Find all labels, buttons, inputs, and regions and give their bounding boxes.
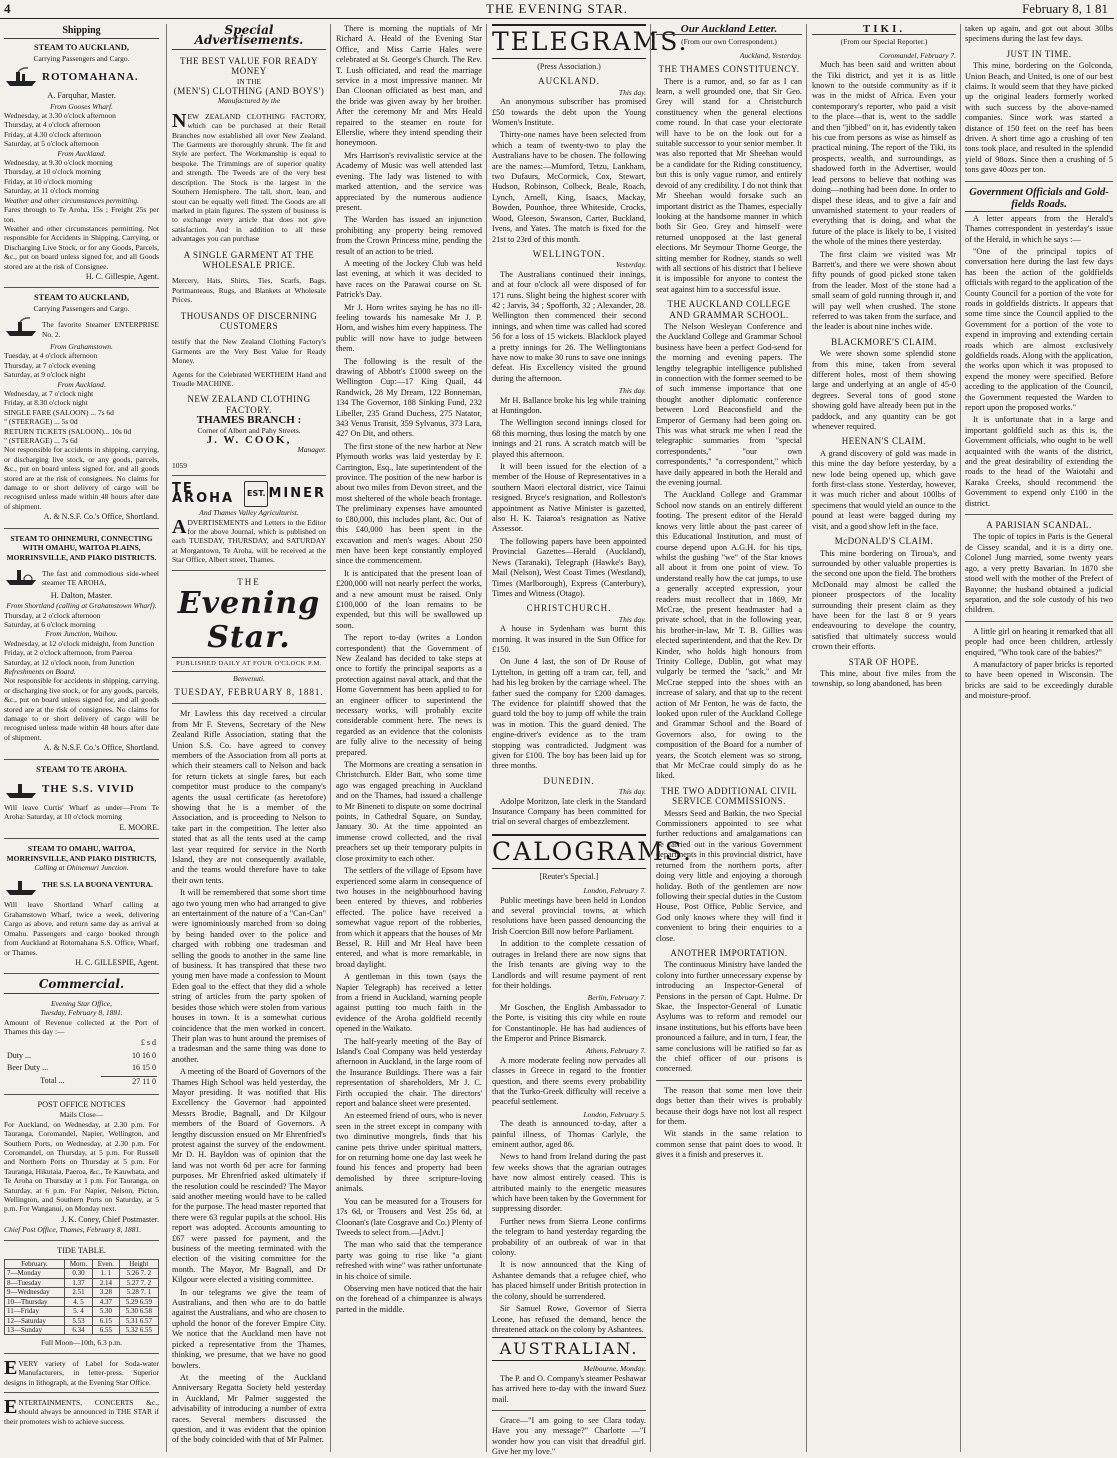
fares-note: Fares through to Te Aroha, 15s ; Freight 25s per ton. bbox=[4, 205, 159, 224]
liability-note: Not responsible for accidents in shipping, carrying, or discharging live stock, or any goods, parcels, &c., put on board unless signed for, and all goods stored are at the risk of consignees. No claims for damage to or short delivery of cargo will be recognised unless made within 48 hours after date of shipment. bbox=[4, 445, 159, 511]
claim-subheading: BLACKMORE'S CLAIM. bbox=[831, 336, 937, 347]
filler-paragraph: The reason that some men love their dogs better than their wives is probably because their dogs have not lost all respect for them. bbox=[656, 1085, 802, 1127]
cable-paragraph: A more moderate feeling now pervades all classes in Greece in regard to the frontier question, and there seems every probability that the Turko-Greek difficulty will receive a peaceful settlement. bbox=[492, 1055, 646, 1107]
ship-name: The favorite Steamer ENTERPRISE No. 2. bbox=[42, 320, 159, 339]
auckland-letter-heading: Our Auckland Letter. bbox=[656, 24, 802, 35]
editorial-paragraph: At the meeting of the Auckland Anniversary Regatta Society held yesterday in Auckland, Mr Palmer suggested the advisability of introducing a number of extra races. Several members discussed the question, and it was evident that the opinion of the body coincided with that of Mr Palmer. bbox=[172, 1372, 326, 1445]
divider bbox=[172, 475, 326, 476]
agent-signoff: E. MOORE. bbox=[119, 822, 159, 832]
sailing-time: Friday, at 2 o'clock afternoon, from Paeroa bbox=[4, 648, 133, 658]
postmaster-signoff: J. K. Coney, Chief Postmaster. bbox=[61, 1214, 159, 1224]
steamship-icon bbox=[4, 778, 38, 800]
tide-col-header: Morn. bbox=[64, 1260, 92, 1269]
ship-master: A. Farquhar, Master. bbox=[47, 91, 116, 101]
article-subheading: THE AUCKLAND COLLEGE AND GRAMMAR SCHOOL. bbox=[667, 299, 791, 320]
anecdote-paragraph: Grace—"I am going to see Clara today. Have you any message?" Charlotte —"I wonder how you can visit that dreadful girl. Give her my love." bbox=[492, 1415, 646, 1457]
sailing-time: Thursday, at 7 o'clock evening bbox=[4, 360, 96, 370]
tiki-heading: TIKI. bbox=[812, 24, 956, 35]
dateline-day: Melbourne, Monday. bbox=[583, 1364, 646, 1374]
telegram-paragraph: The Australians continued their innings, and at four o'clock all were disposed of for 171 runs. Slight being the highest scorer with 42 ; Jarvis, 34 ; Spofforth, 32 ; Alexander, 28. Wellington then commenced their second innings, and when time was called had scored 56 for a loss of 15 wickets. Blacklock played a pretty innings for 26. The Wellingtonians have now to make 30 runs to save one innings defeat. His Excellency visited the ground during the afternoon. bbox=[492, 269, 646, 383]
column-shipping bbox=[4, 24, 164, 1452]
sailing-time: Saturday, at 9 o'clock night bbox=[4, 370, 86, 380]
ad-body: Will leave Shortland Wharf calling at Grahamstown Wharf, twice a week, delivering Cargo as above, and return same day as arrival at Omahu. Passengers and cargo booked through from Auckland at Rotomahana S.S. Office, Wharf, or Thames. bbox=[4, 900, 159, 957]
departure-point: From Auckland. bbox=[57, 379, 106, 389]
revenue-label: Duty ... bbox=[7, 1050, 31, 1060]
divider bbox=[4, 1240, 159, 1241]
currency-header: £ s d bbox=[140, 1038, 156, 1048]
table-row: 10—Thursday 4. 5 4.37 5.29 6.59 bbox=[5, 1297, 159, 1306]
sailing-time: Friday, at 10 o'clock morning bbox=[4, 176, 93, 186]
letter-paragraph: The continuous Ministry have landed the colony into further unnecessary expense by introducing an Inspector-General of Pensions in the person of Capt. Hulme. Dr Skae, the Inspector-General of Lunatic Asylums was to reform and remodel our insane institutions, but his efforts have been pronounced a failure, and in turn, I fear, the same conclusions will be ratified so far as the chief officer of our prisons is concerned. bbox=[656, 960, 802, 1074]
section-heading-special-advertisements: Special Advertisements. bbox=[172, 25, 326, 50]
ad-body: testify that the New Zealand Clothing Factory's Garments are the Very Best Value for Ready Money. bbox=[172, 337, 326, 366]
calograms-banner: CALOGRAMS. bbox=[492, 834, 646, 869]
cable-paragraph: Further news from Sierra Leone confirms the telegram to hand yesterday regarding the probability of an outbreak of war in that colony. bbox=[492, 1216, 646, 1258]
post-office-date: Chief Post Office, Thames, February 8, 1881. bbox=[4, 1225, 142, 1235]
ship-name: THE S.S. LA BUONA VENTURA. bbox=[42, 880, 153, 890]
table-row: 12—Saturday 5.53 6.15 5.31 6.57 bbox=[5, 1316, 159, 1325]
ad-body: Agents for the Celebrated WERTHEIM Hand and Treadle MACHINE. bbox=[172, 369, 326, 388]
revenue-label: Beer Duty ... bbox=[7, 1063, 49, 1073]
article-paragraph: A letter appears from the Herald's Thames correspondent in yesterday's issue of the Herald, in which he says :— bbox=[965, 213, 1113, 244]
sailing-time: Saturday, at 12 o'clock noon, from Junction bbox=[4, 657, 135, 667]
sailing-time: Friday, at 8.30 o'clock night bbox=[4, 398, 88, 408]
report-paragraph: This mine bordering on Tiroua's, and surrounded by other valuable properties is the second one upon the field. The brothers McDonald may almost be called the pioneer prospectors of the locality surrounding their present claim as they have been for the last 8 or 9 years endeavouring to develope the country, satisfied that ultimately success would crown their efforts. bbox=[812, 548, 956, 652]
ship-advert bbox=[4, 875, 159, 897]
news-paragraph: The following is the result of the drawing of Abbott's £1000 sweep on the Wellington Cup:—17 King Quail, 44 Randwick, 28 My Dream, 122 Bonneman, 134 The Governor, 188 Sinking Fund, 232 Libeller, 235 Grand Duchess, 275 Natator, 343 Venus Transit, 359 Sylvanus, 373 Lara, 427 On Dit, and others. bbox=[336, 356, 482, 439]
news-paragraph: Mr J. Horn writes saying he has no ill-feeling towards his namesake Mr J. P. Horn, and wishes him every happiness. The public will now have to judge between them. bbox=[336, 302, 482, 354]
article-paragraph: The topic of topics in Paris is the General de Cissey scandal, and it is a dirty one. Colonel Jung married, some twenty years ago, a very pretty Bavarian. In 1870 she stood well with the mother of the Prefect of Bayonne; the husband obtained a judicial separation, and the sole custody of his two children. bbox=[965, 532, 1113, 615]
goldfields-roads-heading: Government Officials and Gold-fields Roads. bbox=[965, 187, 1113, 212]
agent-signoff: H. C. Gillespie, Agent. bbox=[85, 271, 159, 281]
divider bbox=[965, 514, 1113, 515]
sailing-time: Thursday, at 4 o'clock afternoon bbox=[4, 120, 101, 130]
cable-paragraph: Sir Samuel Rowe, Governor of Sierra Leone, has refused the demand, hence the threatened attack on the colony by Ashantees. bbox=[492, 1304, 646, 1334]
dateline-place: CHRISTCHURCH. bbox=[526, 603, 612, 614]
moon-phase: Full Moon—10th, 6.3 p.m. bbox=[40, 1338, 123, 1348]
editorial-paragraph: Mr Lawless this day received a circular from Mr F. Stevens, Secretary of the New Zealand Rifle Association, stating that the Union S.S. Co. have agreed to convey members of the Association from all ports at which their steamers call to Nelson and back for return tickets at single fares, but each competitor must produce to the company's agents the usual certificate (as heretofore) showing that he is a member of the Association, and is proceeding to Nelson to take part in the competition. The letter also stated that as all the tents used at the camp last year required for service in the North Island, they are not consequently available, and the teams would therefore have to take their own tents. bbox=[172, 709, 326, 885]
divider bbox=[4, 838, 159, 839]
ad-heading: STEAM TO OMAHU, WAITOA, MORRINSVILLE, AND PIAKO DISTRICTS, bbox=[6, 844, 157, 863]
sailing-time: Saturday, at 6 o'clock morning bbox=[4, 619, 96, 629]
table-row: 7—Monday 0.30 1. 1 5.26 7. 2 bbox=[5, 1269, 159, 1278]
news-paragraph: A meeting of the Jockey Club was held last evening, at which it was decided to have races on the Parawai course on St. Patrick's Day. bbox=[336, 258, 482, 300]
news-paragraph: The first stone of the new harbor at New Plymouth works was laid yesterday by F. Carrington, Esq., late superintendent of the province. The position of the new harbor is about two miles from Devon street, and the most sheltered of the whole beach frontage. The preliminary expenses have amounted to £80,000, this includes plant, &c. Out of this £40,000 has been spent in the excavation and men's wages. About 250 men have been kept constantly employed since the commencement. bbox=[336, 441, 482, 566]
claim-subheading: STAR OF HOPE. bbox=[848, 656, 920, 667]
auckland-letter-byline: (From our own Correspondent.) bbox=[681, 37, 777, 47]
tiki-byline: (From our Special Reporter.) bbox=[840, 37, 928, 47]
divider bbox=[172, 570, 326, 571]
report-paragraph: This mine, bordering on the Golconda, Union Beach, and United, is one of our best claims. It would seem that they have picked up the original leaders formerly worked with such success by the above-named companies. Since work was started a distance of 150 feet on the reef has been driven. A short time ago a crushing of ten tons took place, and resulted in the splendid yield of 98ozs. Since then a crushing of 5 tons gave 40ozs per ton. bbox=[965, 61, 1113, 175]
ad-line: THOUSANDS OF DISCERNING CUSTOMERS bbox=[180, 310, 318, 331]
editorial-paragraph: It will be remembered that some short time ago two young men who had arranged to give an entertainment of the nature of a "Can-Can" were ignominiously marched from so doing by being handed over to the police and charged with robbing one tradesman and selling the goods to another in the same line of business. It has transpired that these two young men have made a confession to Mount Eden goal to the effect that they did a whole string of articles from the party spoken of besides those which were stolen from various houses in town. It is a somewhat curious coincidence that the men worked in concert. Their plan was to hunt around the premises of a tradesman and the same thing was done to another. bbox=[172, 888, 326, 1064]
telegram-paragraph: A house in Sydenham was burnt this morning. It was insured in the Sun Office for £150. bbox=[492, 624, 646, 654]
tide-col-header: February. bbox=[5, 1260, 65, 1269]
claim-subheading: JUST IN TIME. bbox=[1006, 48, 1072, 59]
tide-col-header: Height bbox=[119, 1260, 158, 1269]
fare-line: " (STEERAGE) ... 5s 0d bbox=[4, 417, 78, 427]
dateline-day: London, February 7. bbox=[583, 886, 646, 896]
news-paragraph: Mrs Harrison's revivalistic service at the Academy of Music was well attended last evening. The lady was listened to with marked attention, and the service was appreciated by the numerous audience present. bbox=[336, 150, 482, 212]
dateline-day: London, February 5. bbox=[583, 1109, 646, 1119]
office-name: Evening Star Office, bbox=[50, 998, 113, 1008]
report-date: Tuesday, February 8, 1881. bbox=[40, 1008, 123, 1018]
agent-signoff: A. & N.S.F. Co.'s Office, Shortland. bbox=[43, 743, 159, 753]
ad-line: (MEN'S) CLOTHING (AND BOYS') bbox=[173, 86, 325, 97]
cable-paragraph: The P. and O. Company's steamer Peshawar has arrived here to-day with the inward Suez mail. bbox=[492, 1373, 646, 1404]
letter-paragraph: Messrs Seed and Batkin, the two Special Commissioners appointed to see what further reductions and amalgamations can be carried out in the various Government departments in this provincial district, have returned from the northern ports, after doing very little and enjoying a thorough holiday. Both of the gentlemen are now following their special duties in the Custom House, Post Office, Public Service, and God only knows where they will find it convenient to bring their enquiries to a close. bbox=[656, 808, 802, 943]
dateline-day: This day. bbox=[618, 87, 646, 97]
news-paragraph: Observing men have noticed that the hair on the forehead of a chimpanzee is always parted in the middle. bbox=[336, 1283, 482, 1314]
dateline-day: Auckland, Yesterday. bbox=[739, 50, 802, 60]
clothing-advert-footer bbox=[172, 394, 326, 454]
cable-paragraph: Public meetings have been held in London and several provincial towns, at which resolutions have been passed denouncing the Irish Coercion Bill now before Parliament. bbox=[492, 895, 646, 936]
report-paragraph: taken up again, and got out about 30lbs specimens during the last few days. bbox=[965, 24, 1113, 44]
ad-heading: STEAM TO TE AROHA. bbox=[36, 764, 127, 774]
fare-line: RETURN TICKETS (SALOON)... 10s 0d bbox=[4, 426, 132, 436]
steamship-icon bbox=[4, 66, 38, 88]
news-paragraph: You can be measured for a Trousers for 17s 6d, or Trousers and Vest 25s 6d, at Cloonan's (late Cosgrave and Co.) Plenty of Tweeds to select from.—[Advt.] bbox=[336, 1196, 482, 1237]
page-number: 4 bbox=[4, 1, 11, 16]
dateline-place: AUCKLAND. bbox=[538, 76, 600, 87]
telegram-paragraph: The Wellington second innings closed for 68 this morning, thus losing the match by one innings and 21 runs. A scratch match will be played this afternoon. bbox=[492, 418, 646, 459]
agent-signoff: H. C. GILLESPIE, Agent. bbox=[75, 957, 159, 967]
ad-line bbox=[172, 250, 326, 271]
departure-point: From Junction, Waihou. bbox=[45, 629, 118, 639]
report-paragraph: The first claim we visited was Mr Barrett's, and there we were shown about fifty pounds of good picked stone taken from the leader. Most of the stone had a small seam of gold running through it, and will pay well when crushed. The stone referred to was taken from the surface, and the leader is about nine inches wide. bbox=[812, 249, 956, 332]
article-paragraph: It is unfortunate that in a large and important goldfield such as this is, the Government officials, who ought to be well acquainted with the wants of the district, and the great desirability of extending the roads to the head of the Waiotahi and Karaka Creeks, should recommend the Government to expend only £100 in the district. bbox=[965, 415, 1113, 508]
letter-paragraph: The Nelson Wesleyan Conference and the Auckland College and Grammar School business have been a perfect God-send for the morning and evening papers. The lengthy telegraphic intelligence published in connection with the former seemed to be of such immense importance that one thought another diplomatic conference between Lord Beaconsfield and the Emperor of Germany had been going on. This was what struck me when I read the telegraphic summaries from "special correspondents," "our own correspondents," "a correspondent," which have daily appeared in both the Herald and the evening journal. bbox=[656, 321, 802, 488]
editorial-paragraph: In our telegrams we give the team of Australians, and then who are to do battle against the Australians, and who are chosen to uphold the honor of the forever Empire City. We notice that the Auckland men have not picked a representative from the Thames, thinking, we presume, that we have no good bowlers. bbox=[172, 1287, 326, 1370]
star-masthead-the: THE bbox=[237, 576, 261, 587]
sailing-time: Wednesday, at 3.30 o'clock afternoon bbox=[4, 111, 116, 121]
revenue-value: 16 15 0 bbox=[132, 1063, 156, 1073]
ad-line: THAMES BRANCH : bbox=[196, 414, 302, 427]
ship-advert bbox=[4, 316, 159, 339]
claim-subheading: McDONALD'S CLAIM. bbox=[834, 536, 934, 547]
ad-line: J. W. COOK, bbox=[206, 434, 292, 447]
divider bbox=[172, 703, 326, 704]
table-row: 11—Friday 5. 4 5.30 5.30 6.58 bbox=[5, 1307, 159, 1316]
revenue-intro: Amount of Revenue collected at the Port of Thames this day :— bbox=[4, 1017, 159, 1036]
issue-date: February 8, 1 81 bbox=[1022, 1, 1108, 16]
liability-note: Weather and other circumstances permitting. Not responsible for Accidents in Shipping, Carrying, or Discharging Live Stock, or for any Goods, Parcels, &c., put on board unless signed for, and all Goods stored are at the risk of Consignee. bbox=[4, 223, 159, 271]
report-paragraph: This mine, about five miles from the township, so long abandoned, has been bbox=[812, 668, 956, 689]
telegram-paragraph: Mr H. Ballance broke his leg while training at Huntingdon. bbox=[492, 395, 646, 415]
ad-line: THE BEST VALUE FOR READY MONEY bbox=[179, 55, 318, 77]
star-masthead-title: Evening Star. bbox=[177, 586, 321, 656]
divider bbox=[965, 181, 1113, 182]
miner-title-right: MINER bbox=[268, 486, 326, 502]
telegram-paragraph: An anonymous subscriber has promised £50 towards the debt upon the Young Women's Institute. bbox=[492, 97, 646, 128]
news-paragraph: The half-yearly meeting of the Bay of Island's Coal Company was held yesterday afternoon in Auckland, in the large room of the Insurance Buildings. There was a fair representation of shareholders, Mr J. C. Firth occupied the chair. The directors' report and balance sheet were presented. bbox=[336, 1036, 482, 1109]
dateline-day: This day. bbox=[618, 614, 646, 624]
column-tiki bbox=[806, 24, 961, 1452]
cable-paragraph: News to hand from Ireland during the past few weeks shows that the agrarian outrages have now almost entirely ceased. This is attributed mainly to the energetic measures which have been taken by the Government for suppressing disorder. bbox=[492, 1152, 646, 1214]
ship-master: H. Dalton, Master. bbox=[50, 590, 113, 600]
liability-note: Not responsible for accidents in shipping, carrying, or discharging live stock, or for any goods, parcels, &c., put on board unless signed for, and all goods stored are at the risk of consignees. No claims for damage to or short delivery of cargo will be recognised unless made within 48 hours after date of shipment. bbox=[4, 676, 159, 742]
australian-banner: AUSTRALIAN. bbox=[492, 1337, 646, 1361]
revenue-value: 10 16 0 bbox=[132, 1050, 156, 1060]
table-row: 9—Wednesday 2.51 3.28 5.28 7. 1 bbox=[5, 1288, 159, 1297]
sailing-time: Tuesday, at 4 o'clock afternoon bbox=[4, 351, 98, 361]
tide-table-heading: TIDE TABLE. bbox=[57, 1245, 106, 1255]
sailing-time: Wednesday, at 9.30 o'clock morning bbox=[4, 158, 113, 168]
ship-advert bbox=[4, 565, 159, 588]
ad-body: Will leave Curtis' Wharf as under—From Te Aroha: Saturday, at 10 o'clock morning bbox=[4, 803, 159, 822]
ship-advert bbox=[4, 778, 159, 800]
article-subheading: THE THAMES CONSTITUENCY. bbox=[658, 64, 800, 75]
masthead bbox=[0, 0, 1114, 19]
divider bbox=[4, 759, 159, 760]
printing-notice: EVERY variety of Label for Soda-water Manufacturers, in letter-press. Superior designs in lithograph, at the Evening Star Office. bbox=[4, 1356, 159, 1387]
news-paragraph: The report to-day (writes a London correspondent) that the Government of New Zealand has decided to take steps at once to fortify the principal seaports as a protection against naval attack, and that the Home Government has been applied to for an engineer officer to superintend the necessary works, will probably excite considerable comment here. The news is regarded as an evidence that the colonists are fully alive to the necessity of being prepared. bbox=[336, 633, 482, 757]
divider bbox=[4, 287, 159, 288]
telegram-paragraph: The following papers have been appointed Provincial Gazettes—Herald (Auckland), News (Taranaki), Telegraph (Hawke's Bay), Mail (Nelson), West Coast Times (Westland), Times (Marlborough), Express (Canterbury), Times and Witness (Otago). bbox=[492, 536, 646, 598]
divider bbox=[492, 1410, 646, 1411]
ship-advert bbox=[4, 66, 159, 88]
steamship-icon bbox=[4, 875, 38, 897]
sailing-time: Saturday, at 5 o'clock afternoon bbox=[4, 139, 99, 149]
sailing-time: Thursday, at 2 o'clock afternoon bbox=[4, 610, 101, 620]
letter-paragraph: The Auckland College and Grammar School now stands on an entirely different footing. The present editor of the Herald knows very little about the past career of this Educational Institution, and must of course depend upon A.G.H. for his tips, whilst the gushing "we" of the Star knows all about it from one point of view. To understand really how the cat jumps, to use a generally accepted expression, your readers must recollect that in 1869, Mr McCrae, the present headmaster had a private school, that in the following year, his brother-in-law, Mr T. B. Gillies was elected superintendent, and that the Rev. Dr Kinder, who holds high honours from Trinity College, Dublin, got what may vulgarly be termed the "sack," and Mr McCrae stepped into the shoes with an increase of salary, and that up to the recent action of Mr Fenton, he was de facto, the looked upon ruler of the Auckland College and Grammar School and the Board of Governors also, for owing to the composition of the Board for a number of years, the Scotch element was so strong, that Mr McCrae could simply do as he liked. bbox=[656, 490, 802, 781]
ad-line: Corner of Albert and Pahy Streets. bbox=[197, 425, 301, 435]
revenue-value: 27 11 0 bbox=[101, 1076, 157, 1087]
telegrams-banner: TELEGRAMS. bbox=[492, 24, 646, 59]
claim-subheading: HEENAN'S CLAIM. bbox=[841, 436, 927, 447]
departure-point: From Shortland (calling at Grahamstown Wharf). bbox=[6, 601, 157, 611]
ad-body: NEW ZEALAND CLOTHING FACTORY, which can be purchased at their Retail Branches now established all over New Zealand. The Garments are thoroughly shrunk. The fit and Style are perfect. The Workmanship is equal to bespoke. The Trimmings are of superior quality and strength. The Tweeds are of the very best description. The Stock is the largest in the Southern Hemisphere. The tall, short, lean, and stout can be equally well fitted. The Goods are all marked in plain figures. The system of business is to exchange every article that does not give satisfaction. And in addition to all these advantages you can purchase bbox=[172, 109, 326, 244]
tide-col-header: Even. bbox=[93, 1260, 120, 1269]
ad-heading: STEAM TO AUCKLAND, bbox=[34, 293, 129, 303]
divider bbox=[4, 1353, 159, 1354]
article-subheading: THE TWO ADDITIONAL CIVIL SERVICE COMMISSIONS. bbox=[661, 785, 797, 807]
dateline-place: DUNEDIN. bbox=[543, 775, 595, 786]
table-row: 13—Sunday 6.34 6.55 5.32 6.55 bbox=[5, 1325, 159, 1334]
entertainment-notice: ENTERTAINMENTS, CONCERTS &c., should always be announced in THE STAR if their promoters wish to achieve success. bbox=[4, 1395, 159, 1426]
dateline-day: This day. bbox=[618, 787, 646, 797]
weather-note: Weather and other circumstances permitting. bbox=[4, 195, 140, 205]
report-paragraph: We were shown some splendid stone from this mine, taken from several different holes, most of them showing large and underlying at an angle of 45-0 degrees. Several tons of good stone showing gold have already been put in the paddock, and any quantity can be got whenever required. bbox=[812, 349, 956, 432]
departure-point: From Auckland. bbox=[57, 148, 106, 158]
miner-body: ADVERTISEMENTS and Letters to the Editor for the above Journal, which is published on each TUESDAY, THURSDAY, and SATURDAY at Morgantown, Te Aroha, will be received at the Star Office, Albert street, Thames. bbox=[172, 515, 326, 565]
ship-name: THE S.S. VIVID bbox=[42, 783, 135, 796]
calograms-subtitle: [Reuter's Special.] bbox=[539, 871, 599, 881]
dateline-day: This day. bbox=[618, 386, 646, 396]
column-advertisements bbox=[166, 24, 331, 1452]
column-auckland-letter bbox=[650, 24, 807, 1452]
dateline-place: WELLINGTON. bbox=[532, 248, 606, 259]
ad-line: IN THE bbox=[236, 76, 262, 86]
ad-heading: STEAM TO OHINEMURI, CONNECTING WITH OMAHU, WAITOA PLAINS, MORRINSVILLE, AND PIAKO DISTRICTS. bbox=[6, 533, 157, 562]
fare-line: " (STEERAGE) ... 7s 6d bbox=[4, 436, 78, 446]
news-paragraph: The settlers of the village of Epsom have experienced some alarm in consequence of two houses in the neighbourhood having been entered by thieves, and robberies effected. The police have received a somewhat vague report of the robberies, from which it appears that the houses of Mr Bessel, R. Hill and Mr Heal have been entered, and what is more remarkable, in broad daylight. bbox=[336, 866, 482, 969]
ad-line: NEW ZEALAND CLOTHING FACTORY. bbox=[187, 394, 311, 415]
ad-number: 1059 bbox=[172, 460, 187, 470]
news-paragraph: There is morning the nuptials of Mr Richard A. Heald of the Evening Star Office, and Miss Carrie Hales were celebrated at St. George's Church. The Rev. T. Lush officiated, and read the marriage service in a most impressive manner. Mr Dan Cloonan officiated as best man, and the bride was given away by her brother. After the ceremony Mr and Mrs Heald repaired to the steamer en route for Ellerslie, where they intend spending their honeymoon. bbox=[336, 24, 482, 148]
ad-heading: STEAM TO AUCKLAND, bbox=[34, 43, 129, 53]
star-motto: Benvenuti. bbox=[233, 673, 265, 683]
ship-name: ROTOMAHANA. bbox=[42, 71, 139, 84]
steamship-icon bbox=[4, 316, 38, 338]
tide-table bbox=[4, 1259, 159, 1335]
ad-subheading: Calling at Ohinemuri Junction. bbox=[34, 863, 129, 873]
dateline-day: Athens, February 7. bbox=[586, 1046, 646, 1056]
ad-line: A SINGLE GARMENT AT THE WHOLESALE PRICE. bbox=[183, 249, 315, 270]
departure-point: From Grahamstown. bbox=[50, 341, 113, 351]
filler-paragraph: A manufactory of paper bricks is reported to have been opened in Wisconsin. The bricks are said to be exceedingly durable and moisture-proof. bbox=[965, 659, 1113, 701]
star-dateline: TUESDAY, FEBRUARY 8, 1881. bbox=[174, 686, 324, 697]
steamship-icon bbox=[4, 565, 38, 587]
news-paragraph: A gentleman in this town (says the Napier Telegraph) has received a letter from a friend in Auckland, warning people against putting too much faith in the evidence of the Aroha goldfield recently opened in the Waikato. bbox=[336, 972, 482, 1034]
cable-paragraph: In addition to the complete cessation of outrages in Ireland there are now signs that the Irish tenants are giving way to the Landlords and will resume payment of rent for their holdings. bbox=[492, 939, 646, 990]
post-office-subheading: Mails Close— bbox=[59, 1110, 104, 1120]
article-subheading: A PARISIAN SCANDAL. bbox=[986, 520, 1092, 531]
dateline-day: Coromandel, February 7. bbox=[879, 50, 956, 60]
sailing-time: Wednesday, at 7 o'clock night bbox=[4, 389, 94, 398]
cable-paragraph: Mr Goschen, the English Ambassador to the Porte, is visiting this city while en route for Constantinople. He has had audiences of the Emperor and Prince Bismarck. bbox=[492, 1002, 646, 1043]
star-masthead-subtitle: PUBLISHED DAILY AT FOUR O'CLOCK P.M. bbox=[172, 657, 326, 671]
ad-line bbox=[172, 311, 326, 332]
revenue-table bbox=[4, 1036, 159, 1089]
miner-subtitle: And Thames Valley Agriculturist. bbox=[199, 508, 299, 518]
ad-line: Manager. bbox=[297, 445, 326, 455]
section-heading-shipping: Shipping bbox=[4, 26, 159, 39]
report-paragraph: A grand discovery of gold was made in this mine the day before yesterday, by a new lode being opened up, which gave forth first-class stone. Yesterday, however, it was much richer and about 100lbs of specimens that would yield an ounce to the pound at least were bagged during my visit, and a good show left in the face. bbox=[812, 448, 956, 531]
miner-emblem-icon: EST. bbox=[244, 481, 268, 507]
ad-subheading: Carrying Passengers and Cargo. bbox=[33, 53, 130, 63]
filler-paragraph: A little girl on hearing it remarked that all people had once been children, artlessly enquired, "Who took care of the babies?" bbox=[965, 626, 1113, 657]
filler-paragraph: Wit stands in the same relation to common sense that paint does to wood. It gives it a finish and preserves it. bbox=[656, 1129, 802, 1160]
divider bbox=[4, 1392, 159, 1393]
clothing-advert bbox=[172, 56, 326, 106]
column-local-news bbox=[330, 24, 487, 1452]
revenue-label: Total ... bbox=[40, 1076, 65, 1086]
news-paragraph: The Mormons are creating a sensation in Christchurch. Elder Batt, who some time ago was engaged preaching in Auckland and on the Thames, had issued a challenge to Mr Bineneti to dispute on some doctrinal points, in Cathedral Square, on Sunday, January 30. At the time appointed an immense crowd collected, and the rival preachers set up their temporary pulpits in close proximity to each other. bbox=[336, 760, 482, 863]
column-telegrams bbox=[486, 24, 693, 1457]
news-paragraph: An esteemed friend of ours, who is never seen in the street except in company with two diminutive mongrels, finds that his canine pets thrive under spiritual matters, for on returning home one day last week he found his fences and property had been demolished by three scripture-loving animals. bbox=[336, 1111, 482, 1194]
ship-name: The fast and commodious side-wheel steamer TE AROHA, bbox=[42, 568, 159, 588]
ad-body: Mercery, Hats, Shirts, Ties, Scarfs, Bags, Portmanteaus, Rugs, and Blankets at Wholesale Prices. bbox=[172, 276, 326, 305]
telegram-paragraph: Thirty-one names have been selected from which a team of twenty-two to play the Australians have to be chosen. The following are the names:—Mumford, Tetzu, Lankham, two Dufaurs, McCormick, Cox, Stewart, Hudson, Robinson, Colbeck, Beale, Roach, Lynch, Arnell, King, Isaacs, Mackay, Bowden, Pounhoe, three Whiteside, Crocks, Wood, Gleeson, Swanson, Carter, Buckland, Ivens, and Yates. The match is fixed for the 21st to 23rd of this month. bbox=[492, 130, 646, 244]
sailing-time: Thursday, at 10 o'clock morning bbox=[4, 167, 101, 177]
departure-point: From Gooses Wharf. bbox=[50, 101, 113, 111]
post-office-heading: POST OFFICE NOTICES bbox=[37, 1099, 126, 1109]
table-row: 8—Tuesday 1.37 2.14 5.27 7. 2 bbox=[5, 1278, 159, 1287]
cable-paragraph: It is now announced that the King of Ashantee demands that a refugee chief, who has placed himself under British protection in the colony, should be surrendered. bbox=[492, 1260, 646, 1301]
report-paragraph: Much has been said and written about the Tiki district, and yet it is as little known to the outside community as if it was in the midst of Africa. Even your contemporary's reporter, who paid a visit to the place—that is, went to the saddle and then "jibbed" on it, has evidently taken his cue from persons as wise as himself as practical mining. The report of the Tiki, its prospects, wealth, and surroundings, as shadowed forth in the Advertiser, would lead persons to believe that nothing was doing—nothing had been done. In order to dispel these ideas, and to give a fair and unvarnished statement to your readers of everything that is doing, and what the future of the place is likely to be, I visited the whole of the mines there yesterday. bbox=[812, 60, 956, 247]
article-paragraph: "One of the principal topics of conversation here during the last few days has been the action of the goldfields officials with regard to the application of the County Council for a portion of the vote for roads in goldfields districts. It appears that some time since the Council applied to the Government for a portion of the vote to expend in improving and extending certain roads which are almost exclusively goldfields roads. Along with the application, the works upon which it was proposed to expend the money were specified. Before acceding to the application of the Council, the Government requested the Warden to report upon the proposed works." bbox=[965, 246, 1113, 412]
fare-line: SINGLE FARE (SALOON) ... 7s 6d bbox=[4, 407, 114, 417]
cable-paragraph: The death is announced to-day, after a painful illness, of Thomas Carlyle, the eminent author, aged 86. bbox=[492, 1119, 646, 1149]
telegrams-subtitle: (Press Association.) bbox=[537, 62, 601, 71]
sailing-time: Wednesday, at 12 o'clock midnight, from Junction bbox=[4, 638, 155, 648]
miner-masthead bbox=[172, 481, 326, 507]
section-heading-commercial: Commercial. bbox=[4, 979, 159, 993]
divider bbox=[4, 1094, 159, 1095]
dateline-day: Berlin, February 7. bbox=[587, 993, 646, 1003]
column-continued bbox=[960, 24, 1117, 1452]
divider bbox=[656, 1080, 802, 1081]
ad-line: Manufactured by the bbox=[217, 96, 281, 106]
sailing-time: Saturday, at 11 o'clock morning bbox=[4, 186, 99, 196]
telegram-paragraph: On June 4 last, the son of Dr Rouse of Lyttelton, in getting off a tram car, fell, and had his leg broken by the carriage wheel. The father sued the company for £200 damages. The evidence for plaintiff showed that the guard told the boy to jump off while the train was in motion. This the guard denied. The engine-driver's evidence as to the tram stopping was contradicted. Judgment was given for £100. The boy has been laid up for three months. bbox=[492, 657, 646, 771]
telegram-paragraph: Adolpe Moritzon, late clerk in the Standard Insurance Company has been committed for trial on several charges of embezzlement. bbox=[492, 796, 646, 827]
divider bbox=[4, 528, 159, 529]
article-subheading: ANOTHER IMPORTATION. bbox=[670, 947, 788, 958]
newspaper-title: THE EVENING STAR. bbox=[486, 1, 628, 16]
letter-paragraph: There is a rumor, and, so far as I can learn, a well grounded one, that Sir Geo. Grey will stand for a Christchurch constituency when the general elections come round. In that case your electorate will have to be on the look out for a suitable successor to your senior member. It was also reported that Mr Sheehan would be a candidate for the Riding constituency, but this is only vague rumor, and entirely devoid of any credibility. I do not think that Mr Sheehan would forsake such an important district as the Thames, especially looking at the handsome manner in which both Sir Geo. Grey and himself were returned unopposed at the last general elections. Mr Seymour Thorne George, the sitting member for Rodney, stands so well with all sections of his district that I believe it is impossible for anyone to contest the seat against him to a successful issue. bbox=[656, 76, 802, 294]
editorial-paragraph: A meeting of the Board of Governors of the Thames High School was held yesterday, the Mayor presiding. It was notified that His Excellency the Governor had appointed Messrs Brodie, Bagnall, and Dr Kilgour members of the Board of Governors. A lengthy discussion ensued on Mr Ehrenfried's protest against the survey of the endowment. Mr D. H. Bayldon was of opinion that the land was not worth 6d per acre for farming purposes. Mr Ehrenfried asked ultimately if the resolution could be rescinded? The Mayor said another meeting would have to be called for the purpose. The head master reported that there were 63 regular pupils at the school. His report was adopted. Accounts amounting to £67 were passed for payment, and the business of the meeting terminated with the election of the visiting committee for the month. The Mayor, Mr Bagnall, and Dr Kilgour were elected a visiting committee. bbox=[172, 1067, 326, 1285]
divider bbox=[965, 621, 1113, 622]
sailing-time: Friday, at 4.30 o'clock afternoon bbox=[4, 129, 102, 139]
news-paragraph: The man who said that the temperance party was going to rise like "a giant refreshed with wine" was rather unfortunate in his choice of simile. bbox=[336, 1240, 482, 1281]
miner-title-left: TE AROHA bbox=[172, 480, 235, 507]
mail-schedule: For Auckland, on Wednesday, at 2.30 p.m. For Tauranga, Coromandel, Napier, Wellington, and Southern Ports, on Wednesday, at 2.30 p.m. For Coromandel, on Thursday, at 5 p.m. For Russell and Northern Ports on Thursday at 5 p.m. For Tauranga, Hikutaia, Paeroa, &c., Te Kauwhata, and Te Aroha on Thursday at 1 p.m. For Tauranga, on Saturday, at 6 p.m. For Napier, Nelson, Picton, Wellington, and Southern Ports on Saturday, at 5 p.m. For Wanganui, on Monday next. bbox=[4, 1119, 159, 1214]
news-paragraph: It is anticipated that the present loan of £200,000 will not nearly perfect the works, and a new amount must be raised. Only £100,000 of the loan remains to be expended, but this will be swallowed up soon. bbox=[336, 568, 482, 630]
ad-subheading: Carrying Passengers and Cargo. bbox=[33, 303, 130, 313]
agent-signoff: A. & N.S.F. Co.'s Office, Shortland. bbox=[43, 512, 159, 522]
news-paragraph: The Warden has issued an injunction prohibiting any property being removed from the Crown Princess mine, pending the result of an action to be tried. bbox=[336, 215, 482, 256]
dateline-day: Yesterday. bbox=[615, 260, 646, 270]
telegram-paragraph: It will been issued for the election of a member of the House of Representatives in a southern Maori electoral district, vice Tainui resigned. Bryce's resignation, and Rolleston's appointment as Native Minister is gazetted, also H. K. Taiaroa's resignation as Native Assessor. bbox=[492, 462, 646, 534]
divider bbox=[4, 973, 159, 974]
refreshments-note: Refreshments on Board. bbox=[4, 666, 76, 676]
